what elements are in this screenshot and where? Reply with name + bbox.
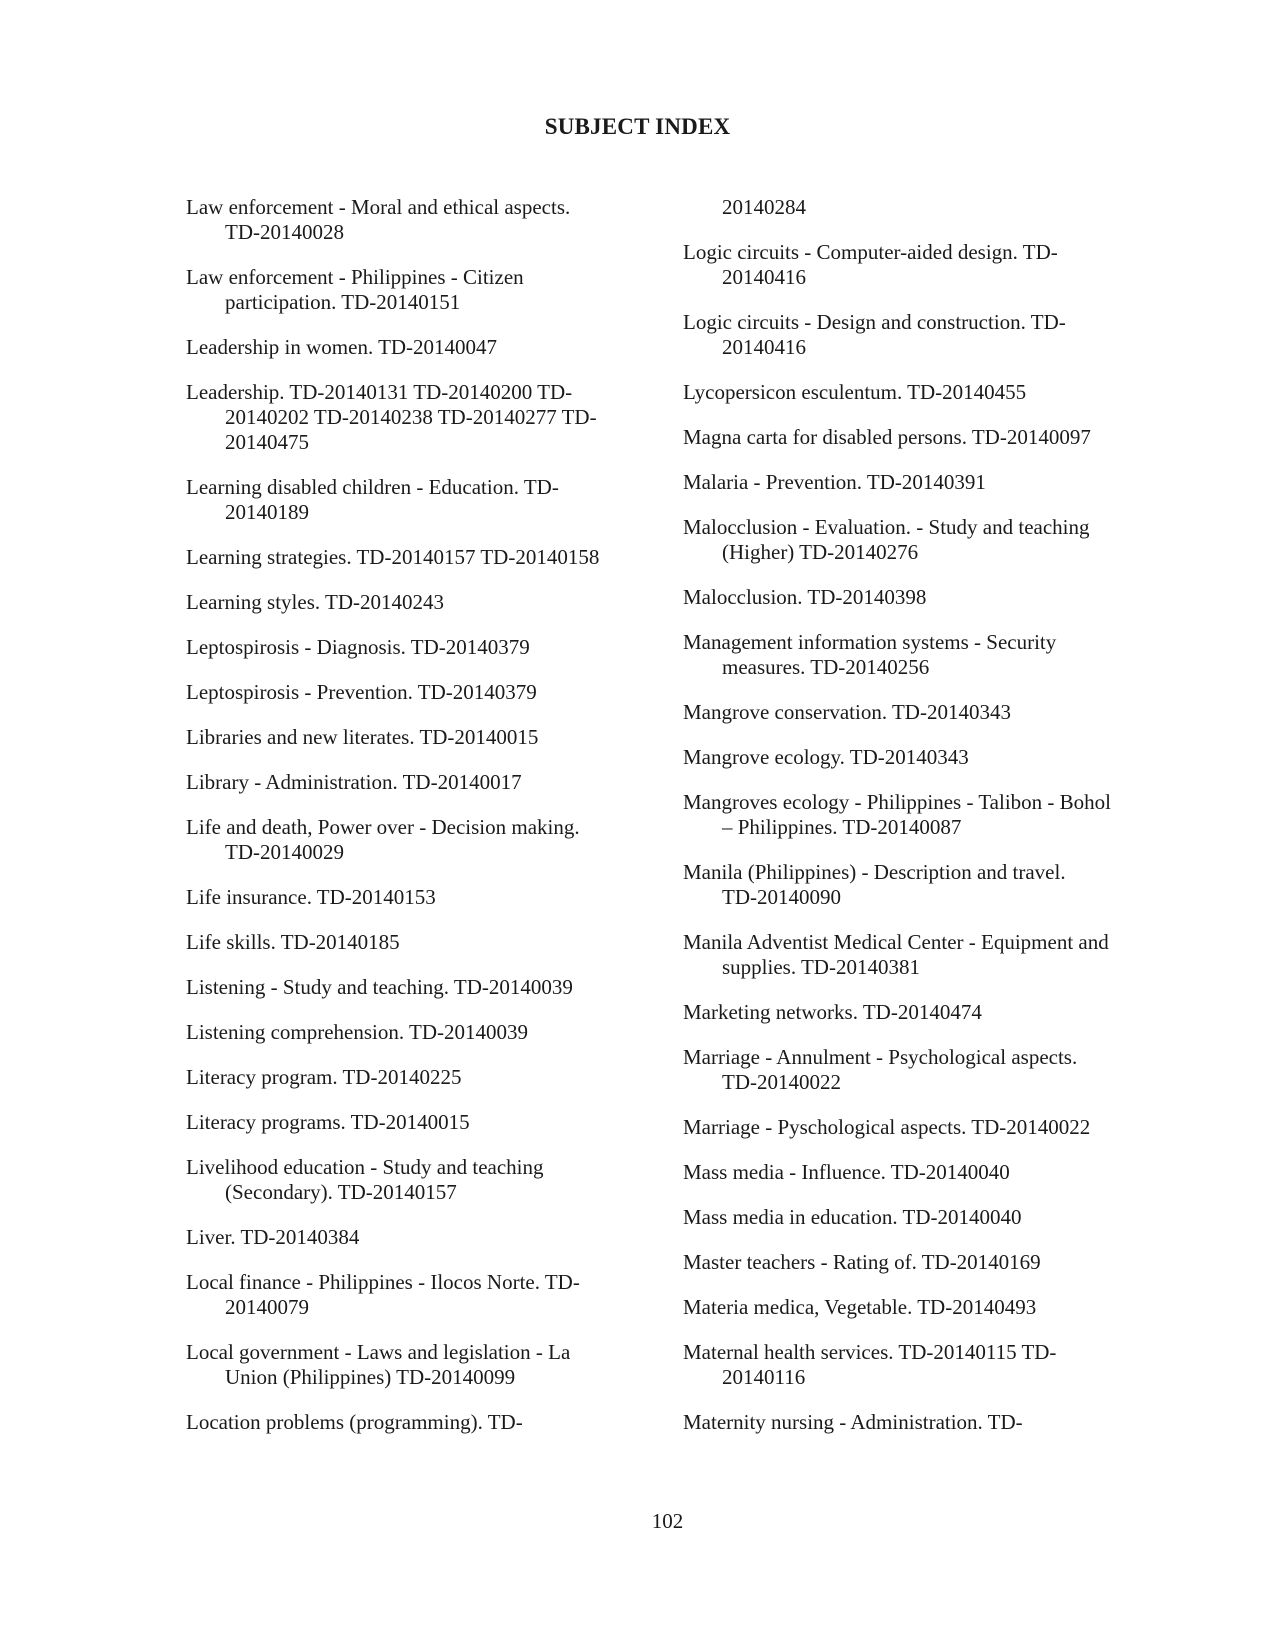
index-entry-heading: Listening - Study and teaching. TD-20140039 [186,975,573,999]
index-entry-heading: Local finance - Philippines - Ilocos Norte. TD- [186,1270,580,1294]
index-entry-heading: Malocclusion. TD-20140398 [683,585,927,609]
index-entry-heading: Leadership. TD-20140131 TD-20140200 TD- [186,380,573,404]
index-entry-heading: Life insurance. TD-20140153 [186,885,436,909]
index-entry-heading: Marketing networks. TD-20140474 [683,1000,982,1024]
index-entry-heading: Life skills. TD-20140185 [186,930,400,954]
index-entry-heading: Mangrove conservation. TD-20140343 [683,700,1011,724]
index-entry-continuation: 20140202 TD-20140238 TD-20140277 TD- [225,405,597,429]
index-entry-heading: Libraries and new literates. TD-20140015 [186,725,539,749]
index-entry-continuation: TD-20140022 [722,1070,841,1094]
index-entry-heading: Location problems (programming). TD- [186,1410,523,1434]
index-entry-continuation: 20140416 [722,265,806,289]
index-entry-heading: Law enforcement - Moral and ethical aspects. [186,195,571,219]
index-entry-heading: Malocclusion - Evaluation. - Study and teaching [683,515,1090,539]
index-entry-heading: Manila (Philippines) - Description and travel. [683,860,1066,884]
index-entry-heading: Learning styles. TD-20140243 [186,590,444,614]
index-entry-heading: Logic circuits - Design and construction. TD- [683,310,1066,334]
index-entry-continuation: TD-20140090 [722,885,841,909]
index-entry-heading: Learning disabled children - Education. TD- [186,475,559,499]
index-entry-heading: Library - Administration. TD-20140017 [186,770,522,794]
index-entry-heading: Master teachers - Rating of. TD-20140169 [683,1250,1041,1274]
index-entry-heading: Literacy program. TD-20140225 [186,1065,462,1089]
index-entry-heading: Malaria - Prevention. TD-20140391 [683,470,986,494]
index-entry-heading: Learning strategies. TD-20140157 TD-20140158 [186,545,600,569]
index-entry-heading: Logic circuits - Computer-aided design. TD- [683,240,1058,264]
index-entry-heading: Mangrove ecology. TD-20140343 [683,745,969,769]
index-entry-heading: Livelihood education - Study and teaching [186,1155,544,1179]
page-number: 102 [651,1509,684,1533]
index-entry-heading: Maternal health services. TD-20140115 TD- [683,1340,1057,1364]
index-entry-heading: Mass media - Influence. TD-20140040 [683,1160,1010,1184]
index-entry-continuation: 20140284 [722,195,806,219]
index-entry-continuation: TD-20140029 [225,840,344,864]
index-entry-heading: Mass media in education. TD-20140040 [683,1205,1022,1229]
index-entry-heading: Leptospirosis - Prevention. TD-20140379 [186,680,537,704]
index-entry-continuation: 20140079 [225,1295,309,1319]
index-entry-heading: Marriage - Pyschological aspects. TD-20140022 [683,1115,1091,1139]
index-entry-heading: Materia medica, Vegetable. TD-20140493 [683,1295,1037,1319]
index-entry-continuation: 20140475 [225,430,309,454]
index-entry-continuation: – Philippines. TD-20140087 [722,815,962,839]
index-entry-heading: Mangroves ecology - Philippines - Talibon - Bohol [683,790,1112,814]
index-entry-heading: Law enforcement - Philippines - Citizen [186,265,524,289]
index-entry-heading: Manila Adventist Medical Center - Equipment and [683,930,1109,954]
index-entry-heading: Maternity nursing - Administration. TD- [683,1410,1023,1434]
index-entry-heading: Life and death, Power over - Decision making. [186,815,580,839]
index-entry-heading: Listening comprehension. TD-20140039 [186,1020,528,1044]
index-entry-continuation: TD-20140028 [225,220,344,244]
index-entry-heading: Marriage - Annulment - Psychological aspects. [683,1045,1078,1069]
index-entry-continuation: measures. TD-20140256 [722,655,930,679]
index-entry-heading: Magna carta for disabled persons. TD-20140097 [683,425,1091,449]
index-entry-continuation: (Secondary). TD-20140157 [225,1180,457,1204]
page-title: SUBJECT INDEX [544,114,731,139]
index-entry-heading: Literacy programs. TD-20140015 [186,1110,470,1134]
index-entry-continuation: supplies. TD-20140381 [722,955,920,979]
index-entry-continuation: (Higher) TD-20140276 [722,540,919,564]
index-entry-heading: Management information systems - Security [683,630,1057,654]
index-entry-continuation: 20140116 [722,1365,806,1389]
index-entry-continuation: 20140189 [225,500,309,524]
index-entry-heading: Leadership in women. TD-20140047 [186,335,498,359]
index-entry-heading: Lycopersicon esculentum. TD-20140455 [683,380,1027,404]
index-entry-continuation: 20140416 [722,335,806,359]
index-entry-continuation: Union (Philippines) TD-20140099 [225,1365,516,1389]
index-entry-heading: Leptospirosis - Diagnosis. TD-20140379 [186,635,530,659]
index-entry-continuation: participation. TD-20140151 [225,290,461,314]
index-entry-heading: Local government - Laws and legislation - La [186,1340,571,1364]
index-entry-heading: Liver. TD-20140384 [186,1225,360,1249]
